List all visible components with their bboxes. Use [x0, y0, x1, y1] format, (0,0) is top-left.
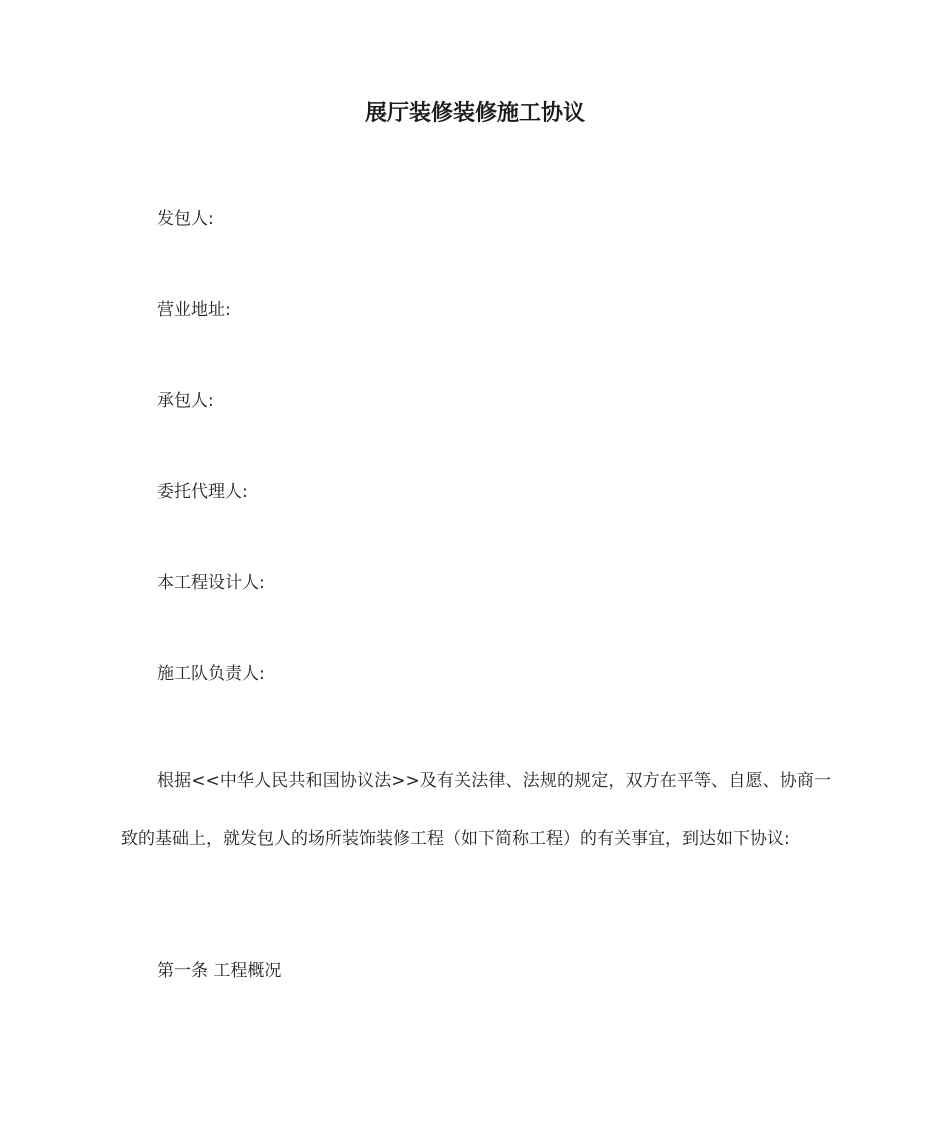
field-construction-team-lead: 施工队负责人: [157, 664, 265, 684]
field-project-designer: 本工程设计人: [157, 573, 265, 593]
section-heading: 第一条 工程概况 [157, 961, 282, 981]
preamble-paragraph: 根据<<中华人民共和国协议法>>及有关法律、法规的规定，双方在平等、自愿、协商一致的基础上，就发包人的场所装饰装修工程（如下简称工程）的有关事宜，到达如下协议: [121, 771, 831, 849]
field-business-address: 营业地址: [157, 300, 231, 320]
field-contractor-owner: 发包人: [157, 209, 214, 229]
field-authorized-agent: 委托代理人: [157, 482, 248, 502]
document-title: 展厅装修装修施工协议 [364, 101, 585, 126]
field-contractor: 承包人: [157, 391, 214, 411]
